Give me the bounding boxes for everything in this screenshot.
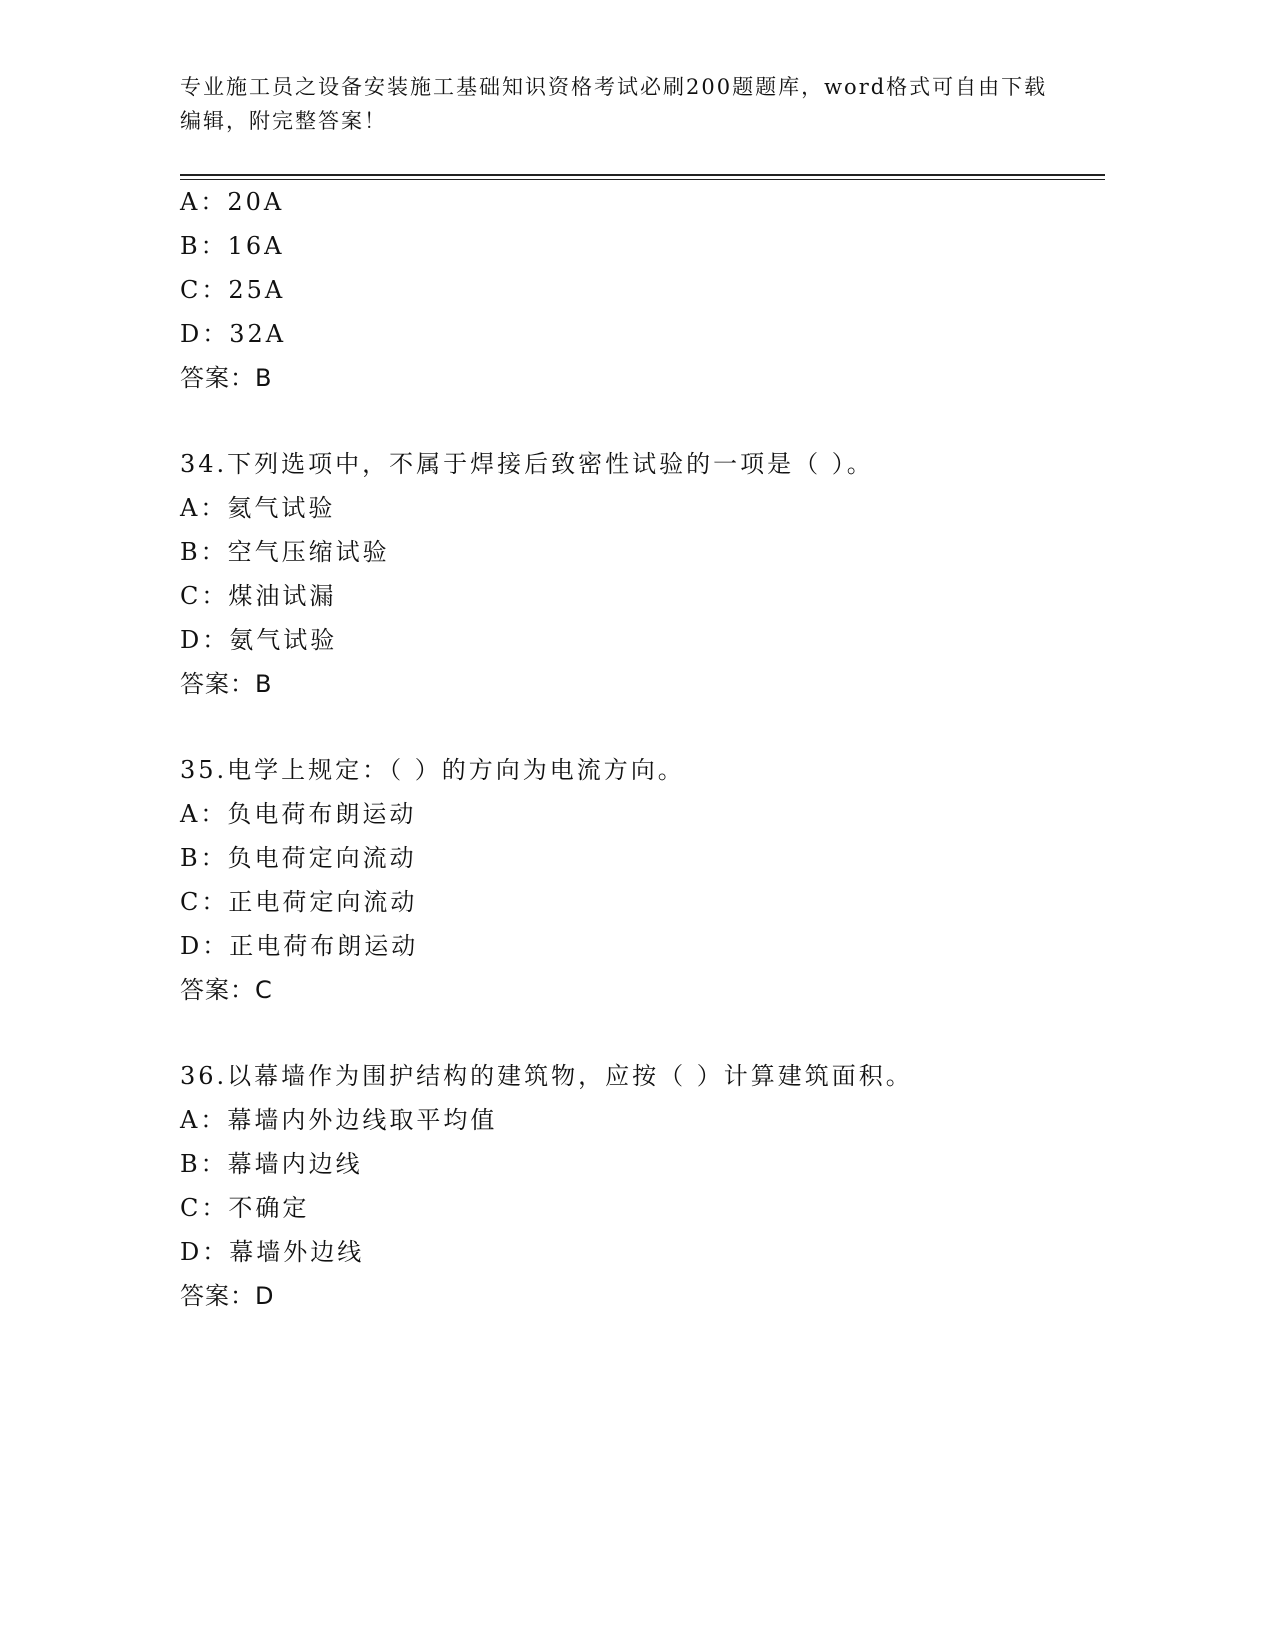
answer-line: 答案：B bbox=[180, 670, 273, 698]
header-divider-thick bbox=[180, 174, 1105, 176]
option-c: C：煤油试漏 bbox=[180, 582, 337, 610]
question-block bbox=[180, 748, 1105, 1012]
spacer bbox=[180, 706, 1105, 748]
option-a: A：幕墙内外边线取平均值 bbox=[180, 1106, 498, 1134]
option-b: B：幕墙内边线 bbox=[180, 1150, 363, 1178]
option-c: C：不确定 bbox=[180, 1194, 310, 1222]
question-stem: 36.以幕墙作为围护结构的建筑物，应按（ ）计算建筑面积。 bbox=[180, 1062, 913, 1090]
question-block bbox=[180, 442, 1105, 706]
option-a: A：氦气试验 bbox=[180, 494, 336, 522]
option-b: B：负电荷定向流动 bbox=[180, 844, 417, 872]
question-stem: 34.下列选项中，不属于焊接后致密性试验的一项是（ ）。 bbox=[180, 450, 874, 478]
option-c: C：正电荷定向流动 bbox=[180, 888, 418, 916]
option-b: B：空气压缩试验 bbox=[180, 538, 390, 566]
option-d: D：幕墙外边线 bbox=[180, 1238, 365, 1266]
option-c: C：25A bbox=[180, 276, 286, 304]
question-block bbox=[180, 180, 1105, 400]
answer-line: 答案：C bbox=[180, 976, 273, 1004]
spacer bbox=[180, 400, 1105, 442]
question-block bbox=[180, 1054, 1105, 1318]
answer-line: 答案：B bbox=[180, 364, 273, 392]
document-header: 专业施工员之设备安装施工基础知识资格考试必刷200题题库，word格式可自由下载编辑，附完整答案！ bbox=[180, 75, 1048, 133]
option-d: D：32A bbox=[180, 320, 287, 348]
option-d: D：氨气试验 bbox=[180, 626, 338, 654]
spacer bbox=[180, 1012, 1105, 1054]
option-b: B：16A bbox=[180, 232, 285, 260]
answer-line: 答案：D bbox=[180, 1282, 275, 1310]
option-a: A：负电荷布朗运动 bbox=[180, 800, 417, 828]
question-list bbox=[180, 180, 1105, 1318]
option-a: A：20A bbox=[180, 188, 285, 216]
question-stem: 35.电学上规定：（ ）的方向为电流方向。 bbox=[180, 756, 685, 784]
option-d: D：正电荷布朗运动 bbox=[180, 932, 419, 960]
